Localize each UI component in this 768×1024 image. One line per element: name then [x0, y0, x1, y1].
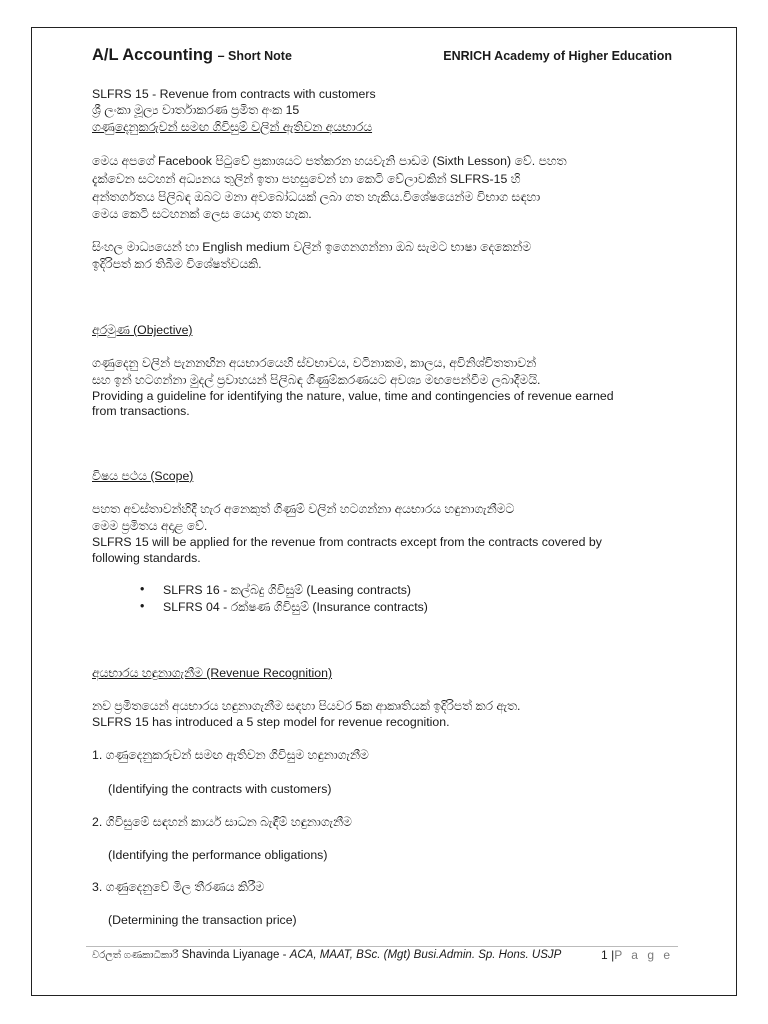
objective-heading: අරමුණ (Objective) [92, 323, 193, 337]
step-title-si: 3. ගණුදෙනුවේ මිල තීරණය කිරීම [92, 880, 265, 894]
course-title: A/L Accounting [92, 46, 213, 64]
step-title-en: (Identifying the performance obligations) [108, 848, 328, 862]
bullet-icon: • [140, 582, 145, 596]
intro-paragraph-line: දැක්වෙන සටහන් අධ්‍යනය තුලින් ඉතා පහසුවෙන් හා කෙටි වේලාවකින් SLFRS-15 හි [92, 172, 521, 186]
objective-text-line: from transactions. [92, 404, 190, 418]
step-title-en: (Determining the transaction price) [108, 913, 297, 927]
recognition-heading: අයභාරය හඳුනාගැනීම (Revenue Recognition) [92, 666, 333, 680]
objective-text-line: ගණුදෙනු වලින් පැනනඟින අයභාරයෙහි ස්වභාවය, වටිනාකම, කාලය, අවිනිශ්චිතතාවන් [92, 356, 537, 370]
page-label: P a g e [614, 948, 673, 962]
scope-heading: විෂය පථය (Scope) [92, 469, 194, 483]
language-paragraph-line: සිංහල මාධ්‍යයෙන් හා English medium වලින් ඉගෙනගන්නා ඔබ සැමට භාෂා දෙකෙන්ම [92, 240, 532, 254]
list-item: SLFRS 16 - කල්බදු ගිවිසුම් (Leasing contracts) [163, 583, 411, 597]
author-qualifications: ACA, MAAT, BSc. (Mgt) Busi.Admin. Sp. Hons. USJP [289, 949, 562, 961]
course-subtitle: – Short Note [217, 49, 292, 63]
bullet-icon: • [140, 599, 145, 613]
objective-text-line: Providing a guideline for identifying the nature, value, time and contingencies of revenue earned [92, 389, 614, 403]
page-indicator: 1 |P a g e [601, 948, 673, 962]
scope-text-line: මෙම ප්‍රමිතය අදාළ වේ. [92, 519, 208, 533]
step-title-si: 1. ගණුදෙනුකරුවන් සමඟ ඇතිවන ගිවිසුම හඳුනාගැනීම [92, 748, 369, 762]
document-header [92, 46, 672, 70]
standard-title-en: SLFRS 15 - Revenue from contracts with customers [92, 87, 376, 101]
language-paragraph-line: ඉදිරිපත් කර තිබීම විශේෂත්වයකි. [92, 257, 262, 271]
intro-paragraph-line: අන්තර්ගතය පිලිබඳ ඔබට මනා අවබෝධයක් ලබා ගත හැකිය.විශේෂයෙන්ම විභාග සඳහා [92, 190, 541, 204]
step-title-en: (Identifying the contracts with customers) [108, 782, 332, 796]
intro-paragraph-line: මෙය අපගේ Facebook පිටුවේ ප්‍රකාශයට පත්කරන හයවැනි පාඩම (Sixth Lesson) වේ. පහත [92, 154, 567, 168]
scope-text-line: පහත අවස්තාවන්හිදී හැර අනෙකුත් ගිණුම් වලින් හටගන්නා අයභාරය හඳුනාගැනීමට [92, 502, 515, 516]
footer-divider [86, 946, 678, 947]
recognition-text-line: SLFRS 15 has introduced a 5 step model for revenue recognition. [92, 715, 450, 729]
scope-text-line: following standards. [92, 551, 201, 565]
intro-paragraph-line: මෙය කෙටි සටහනක් ලෙස යොදා ගත හැක. [92, 207, 312, 221]
objective-text-line: සහ ඉන් හටගන්නා මුදල් ප්‍රවාහයන් පිලිබඳ ගිණුම්කරණයට අවශ්‍ය මඟපෙන්වීම ලබාදීමයි. [92, 373, 541, 387]
author-role: වරලත් ගණකාධිකාරී [92, 950, 179, 961]
list-item: SLFRS 04 - රක්ෂණ ගිවිසුම් (Insurance contracts) [163, 600, 428, 614]
scope-text-line: SLFRS 15 will be applied for the revenue from contracts except from the contracts covered by [92, 535, 602, 549]
institution-name: ENRICH Academy of Higher Education [443, 49, 672, 63]
document-title [92, 46, 292, 65]
standard-subtitle-si: ගණුදෙනුකරුවන් සමඟ ගිවිසුම් වලින් ඇතිවන අයභාරය [92, 120, 373, 134]
step-title-si: 2. ගිවිසුමේ සඳහන් කාර්ය සාධන බැඳීම් හඳුනාගැනීම [92, 815, 352, 829]
author-name: Shavinda Liyanage - [181, 949, 287, 961]
page-number: 1 [601, 948, 608, 962]
standard-title-si: ශ්‍රී ලංකා මූල්‍ය වාර්තාකරණ ප්‍රමිත අංක 15 [92, 103, 300, 117]
recognition-text-line: නව ප්‍රමිතයෙන් අයභාරය හඳුනාගැනීම සඳහා පියවර 5ක ආකෘතියක් ඉදිරිපත් කර ඇත. [92, 699, 521, 713]
footer-author [92, 949, 561, 961]
